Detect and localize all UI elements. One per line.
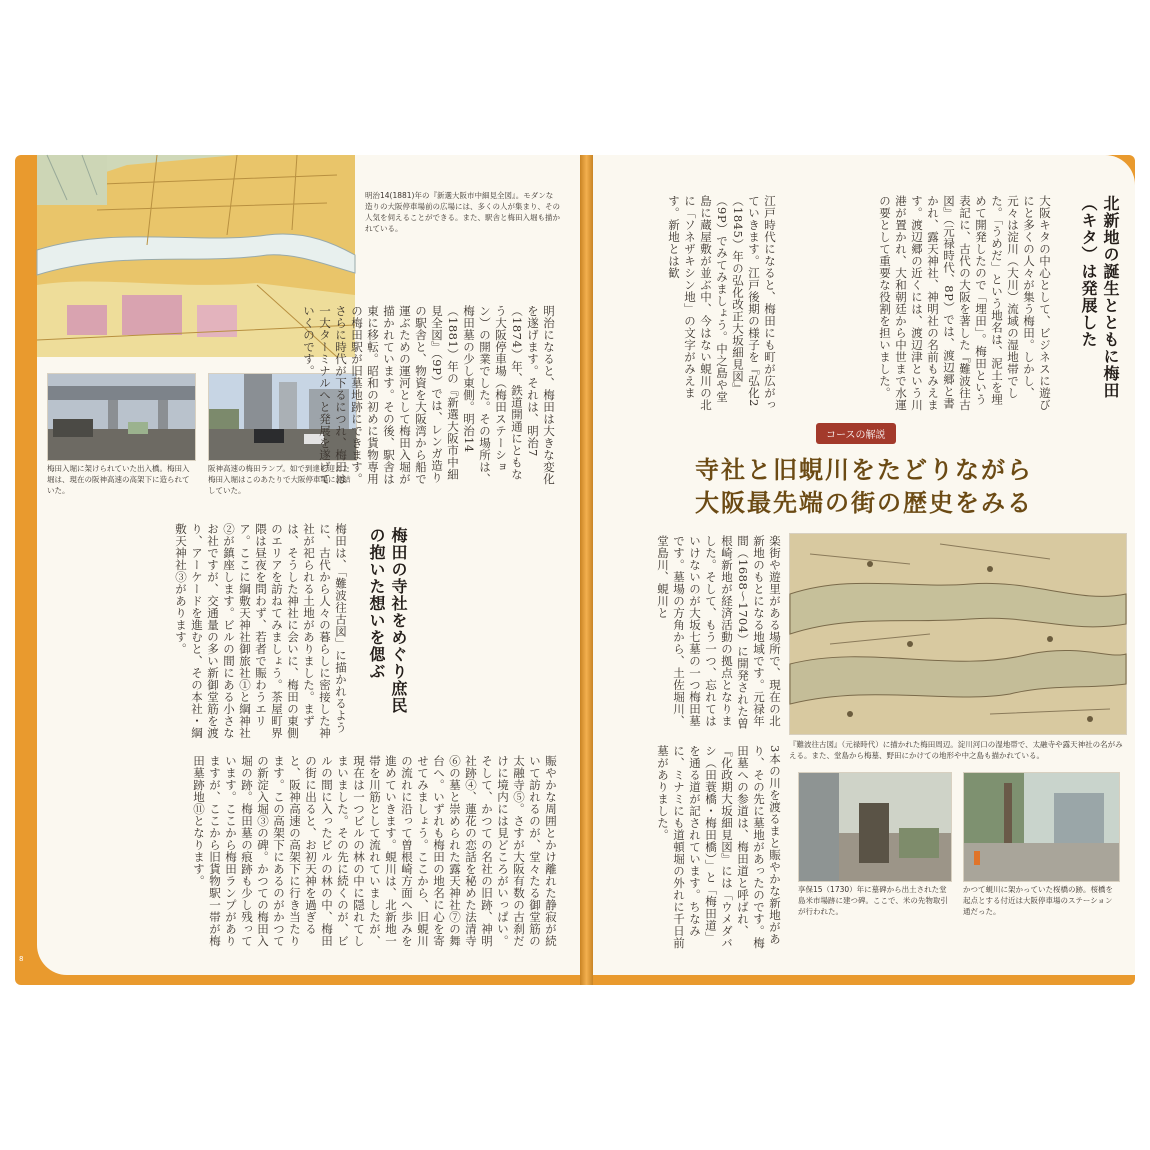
right-para2: 江戸時代になると、梅田にも町が広がっていきます。江戸後期の様子を『弘化2（1845）年の弘化改正大坂細見図』（9P）でみてみましょう。中之島や堂島に蔵屋敷が並ぶ中、今はない蜆川の北に「ソネザキシン地」の文字がみえます。新地とは歓 — [667, 195, 777, 411]
course-badge: コースの解説 — [816, 423, 896, 444]
naniwa-map-caption: 『難波往古図』（元禄時代）に描かれた梅田周辺。淀川河口の湿地帯で、太融寺や露天神社の名がみえる。また、堂島から梅墓、野田にかけての地形や中之島も描かれている。 — [789, 740, 1123, 760]
book-spread — [15, 155, 1146, 985]
page-number-left: 8 — [19, 955, 24, 963]
right-para3: 楽街や遊里がある場所で、現在の北新地のもとになる地域です。元禄年間（1688〜1704）に開発された曽根崎新地が経済活動の拠点となりました。そして、もう一つ、忘れてはいけないのが大坂七墓の一つ梅田墓です。墓場の方角から、土佐堀川、堂島川、蜆川と — [656, 535, 782, 730]
heading-temples: 梅田の寺社をめぐり庶民の抱いた想いを偲ぶ — [367, 527, 408, 714]
banner-line2: 大阪最先端の街の歴史をみる — [695, 489, 1033, 517]
map-caption: 明治14(1881)年の『新選大阪市中細見全図』。モダンな造りの大阪停車場前の広場には、多くの人が集まり、その人気を伺えることができる。また、駅舎と梅田入堀も描かれている。 — [365, 191, 560, 233]
right-para4: 3本の川を渡るまと賑やかな新地があり、その先に墓地があったのです。梅田墓への参道は、梅田道と呼ばれ、『化政期大坂細見図』には「ウメダバシ（田蓑橋・梅田橋）」と「梅田道」を通る道が記されています。ちなみに、ミナミにも道頓堀の外れに千日前墓がありました。 — [656, 745, 782, 949]
photo-dojima-caption: 享保15（1730）年に墓碑から出土された堂島米市場跡に建つ碑。ここで、米の先物取引が行われた。 — [798, 885, 948, 916]
photo-demibashi — [47, 373, 196, 461]
book-gutter — [580, 155, 593, 985]
heading-kitashinchi: 北新地の誕生とともに梅田（キタ）は発展した — [1079, 195, 1120, 399]
photo-sakurabashi-caption: かつて蜆川に架かっていた桜橋の跡。桜橋を起点とする付近は大阪停車場のステーション通だった。 — [963, 885, 1113, 916]
left-page — [19, 155, 580, 975]
right-page — [593, 155, 1146, 975]
banner-line1: 寺社と旧蜆川をたどりながら — [695, 456, 1033, 484]
page-number-right: 9 — [1141, 955, 1146, 963]
left-para3: 賑やかな周囲とかけ離れた静寂が続いて訪れるのが、堂々たる御堂筋の太融寺⑤。さすが大阪有数の古刹だけに境内には見どころがいっぱい。そして、かつての名社の旧跡、神明社跡④、蓮花の恋話を秘めた法清寺⑥の墓と崇められた露天神社⑦の舞台へ。いずれも梅田の地名に心を寄せてみましょう。ここから、旧蜆川の流れに沿って曽根崎方面へ歩みを進めていきます。蜆川は、北新地一帯を川筋として流れていましたが、現在は一つビルの林の中に隠れてしまいました。その先に続くのが、ビルの間に入ったビルの林の中、梅田の街に出ると、お初天神を過ぎると、阪神高速の高架下に行き当たります。この高架下にあるのがかつての新淀入堀③の碑。かつての梅田入堀の跡。梅田墓の痕跡も少し残っています。ここから梅田ランプがありますが、ここから旧貨物駅一帯が梅田墓跡地⑪となります。 — [192, 755, 558, 947]
left-para2: 梅田は、「難波往古図」に描かれるように、古代から人々の暮らしに密接した神社が祀られる土地がありました。まずは、そうした神社に会いに、梅田の東側のエリアを訪ねてみましょう。茶屋町界隈は昼夜を問わず、若者で賑わうエリア。ここに綱敷天神社御旅社①と綱神社②が鎮座します。ビルの間にある小さなお社ですが、交通量の多い新御堂筋を渡り、アーケードを進むと、その本社・綱敷天神社③があります。 — [174, 523, 348, 739]
right-para1: 大阪キタの中心として、ビジネスに遊びにと多くの人々が集う梅田。しかし、元々は淀川（大川）流域の湿地帯でした。「うめだ」という地名は、泥土を埋めて開発したので「埋田」。梅田という表記に、古代の大阪を著した『難波往古図』（元禄時代、8P）では、渡辺郷と書かれ、露天神社、神明社の名前もみえます。渡辺郷の近くには、渡辺津という川港が置かれ、大和朝廷から中世まで水運の要として重要な役割を担いました。 — [878, 195, 1052, 411]
photo1-caption: 梅田入堀に架けられていた出入橋。梅田入堀は、現在の阪神高速の高架下に造られていた。 — [47, 464, 190, 495]
photo-dojima-monument — [798, 772, 952, 882]
photo-sakurabashi — [963, 772, 1120, 882]
photo2-caption: 阪神高速の梅田ランプ。如で到達を迎えた梅田入堀はこのあたりで大阪停車場に連結していた。 — [208, 464, 351, 495]
naniwa-map-image — [789, 533, 1127, 735]
left-para1: 明治になると、梅田は大きな変化を遂げます。それは、明治7（1874）年、鉄道開通にともなう大阪停車場（梅田ステーション）の開業でした。その場所は、梅田墓の少し東側。明治14（1881）年の『新選大阪市中細見全図』（9P）では、レンガ造りの駅舎と、物資を大阪湾から船で運ぶための運河として梅田入堀が描かれています。その後、駅舎は東に移転。昭和の初めに貨物専用の梅田駅が旧墓地跡にできます。さらに時代が下るにつれ、梅田は一大ターミナルへと発展を遂げていくのです。 — [302, 305, 556, 485]
